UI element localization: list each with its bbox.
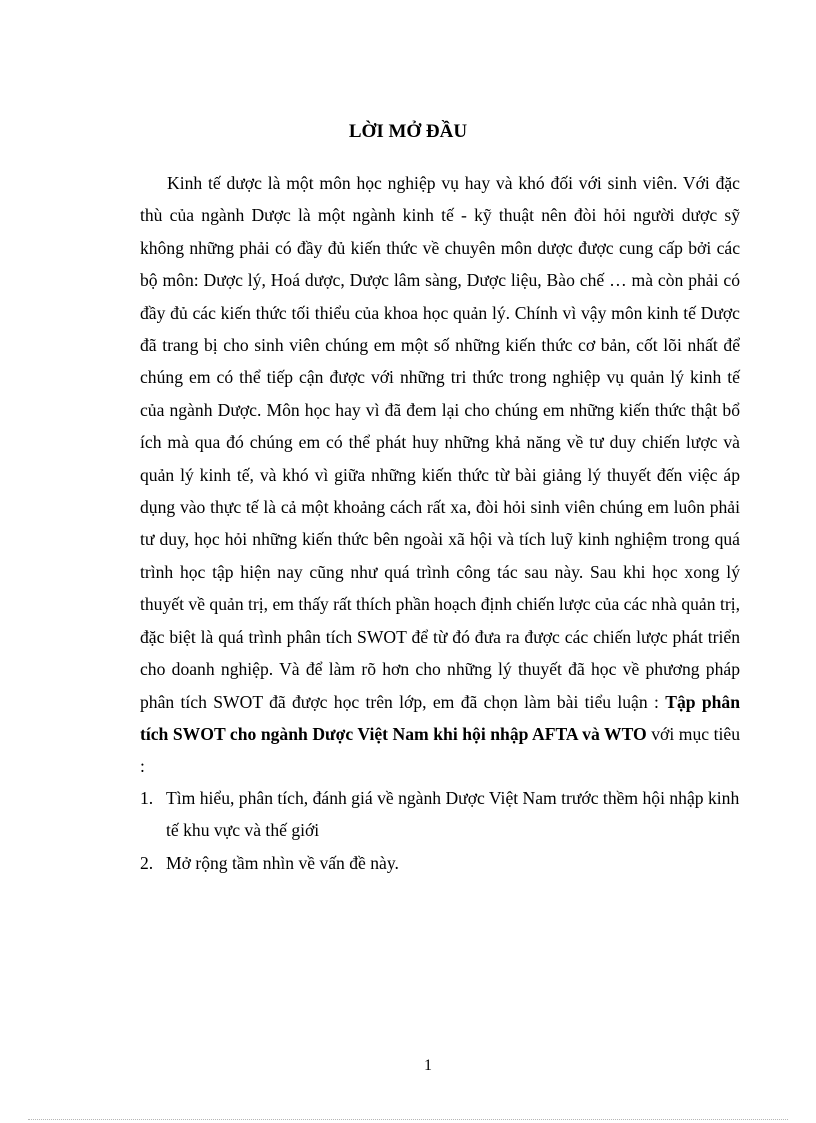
essay-topic: Tập phân tích SWOT cho ngành Dược Việt Nam khi hội nhập AFTA và WTO (140, 691, 740, 744)
intro-paragraph-tail: với mục tiêu : (140, 723, 740, 777)
intro-paragraph (140, 167, 740, 783)
list-item (140, 782, 740, 847)
intro-paragraph-text: Kinh tế dược là một môn học nghiệp vụ hay và khó đối với sinh viên. Với đặc thù của ngành Dược là một ngành kinh tế - kỹ thuật nên đòi hỏi người dược sỹ không những phải có đầy đủ kiến thức về chuyên môn dược được cung cấp bởi các bộ môn: Dược lý, Hoá dược, Dược lâm sàng, Dược liệu, Bào chế … mà còn phải có đầy đủ các kiến thức tối thiểu của khoa học quản lý. Chính vì vậy môn kinh tế Dược đã trang bị cho sinh viên chúng em một số những kiến thức cơ bản, cốt lõi nhất để chúng em có thể tiếp cận được với những tri thức trong nghiệp vụ quản lý kinh tế của ngành Dược. Môn học hay vì đã đem lại cho chúng em những kiến thức thật bổ ích mà qua đó chúng em có thể phát huy những khả năng về tư duy chiến lược và quản lý kinh tế, và khó vì giữa những kiến thức từ bài giảng lý thuyết đến việc áp dụng vào thực tế là cả một khoảng cách rất xa, đòi hỏi sinh viên chúng em luôn phải tư duy, học hỏi những kiến thức bên ngoài xã hội và tích luỹ kinh nghiệm trong quá trình học tập hiện nay cũng như quá trình công tác sau này. Sau khi học xong lý thuyết về quản trị, em thấy rất thích phần hoạch định chiến lược của các nhà quản trị, đặc biệt là quá trình phân tích SWOT để từ đó đưa ra được các chiến lược phát triển cho doanh nghiệp. Và để làm rõ hơn cho những lý thuyết đã học về phương pháp phân tích SWOT đã được học trên lớp, em đã chọn làm bài tiểu luận : (140, 173, 740, 712)
objectives-list (140, 782, 740, 879)
list-item-text: Mở rộng tầm nhìn về vấn đề này. (166, 852, 399, 873)
page-number: 1 (424, 1057, 432, 1074)
list-item (140, 847, 740, 879)
page-title: LỜI MỞ ĐẦU (348, 121, 468, 142)
list-item-number: 2. (140, 852, 154, 873)
page-bottom-divider (28, 1119, 788, 1120)
list-item-number: 1. (140, 788, 154, 808)
list-item-text: Tìm hiểu, phân tích, đánh giá về ngành Dược Việt Nam trước thềm hội nhập kinh tế khu vực và thế giới (166, 788, 740, 841)
